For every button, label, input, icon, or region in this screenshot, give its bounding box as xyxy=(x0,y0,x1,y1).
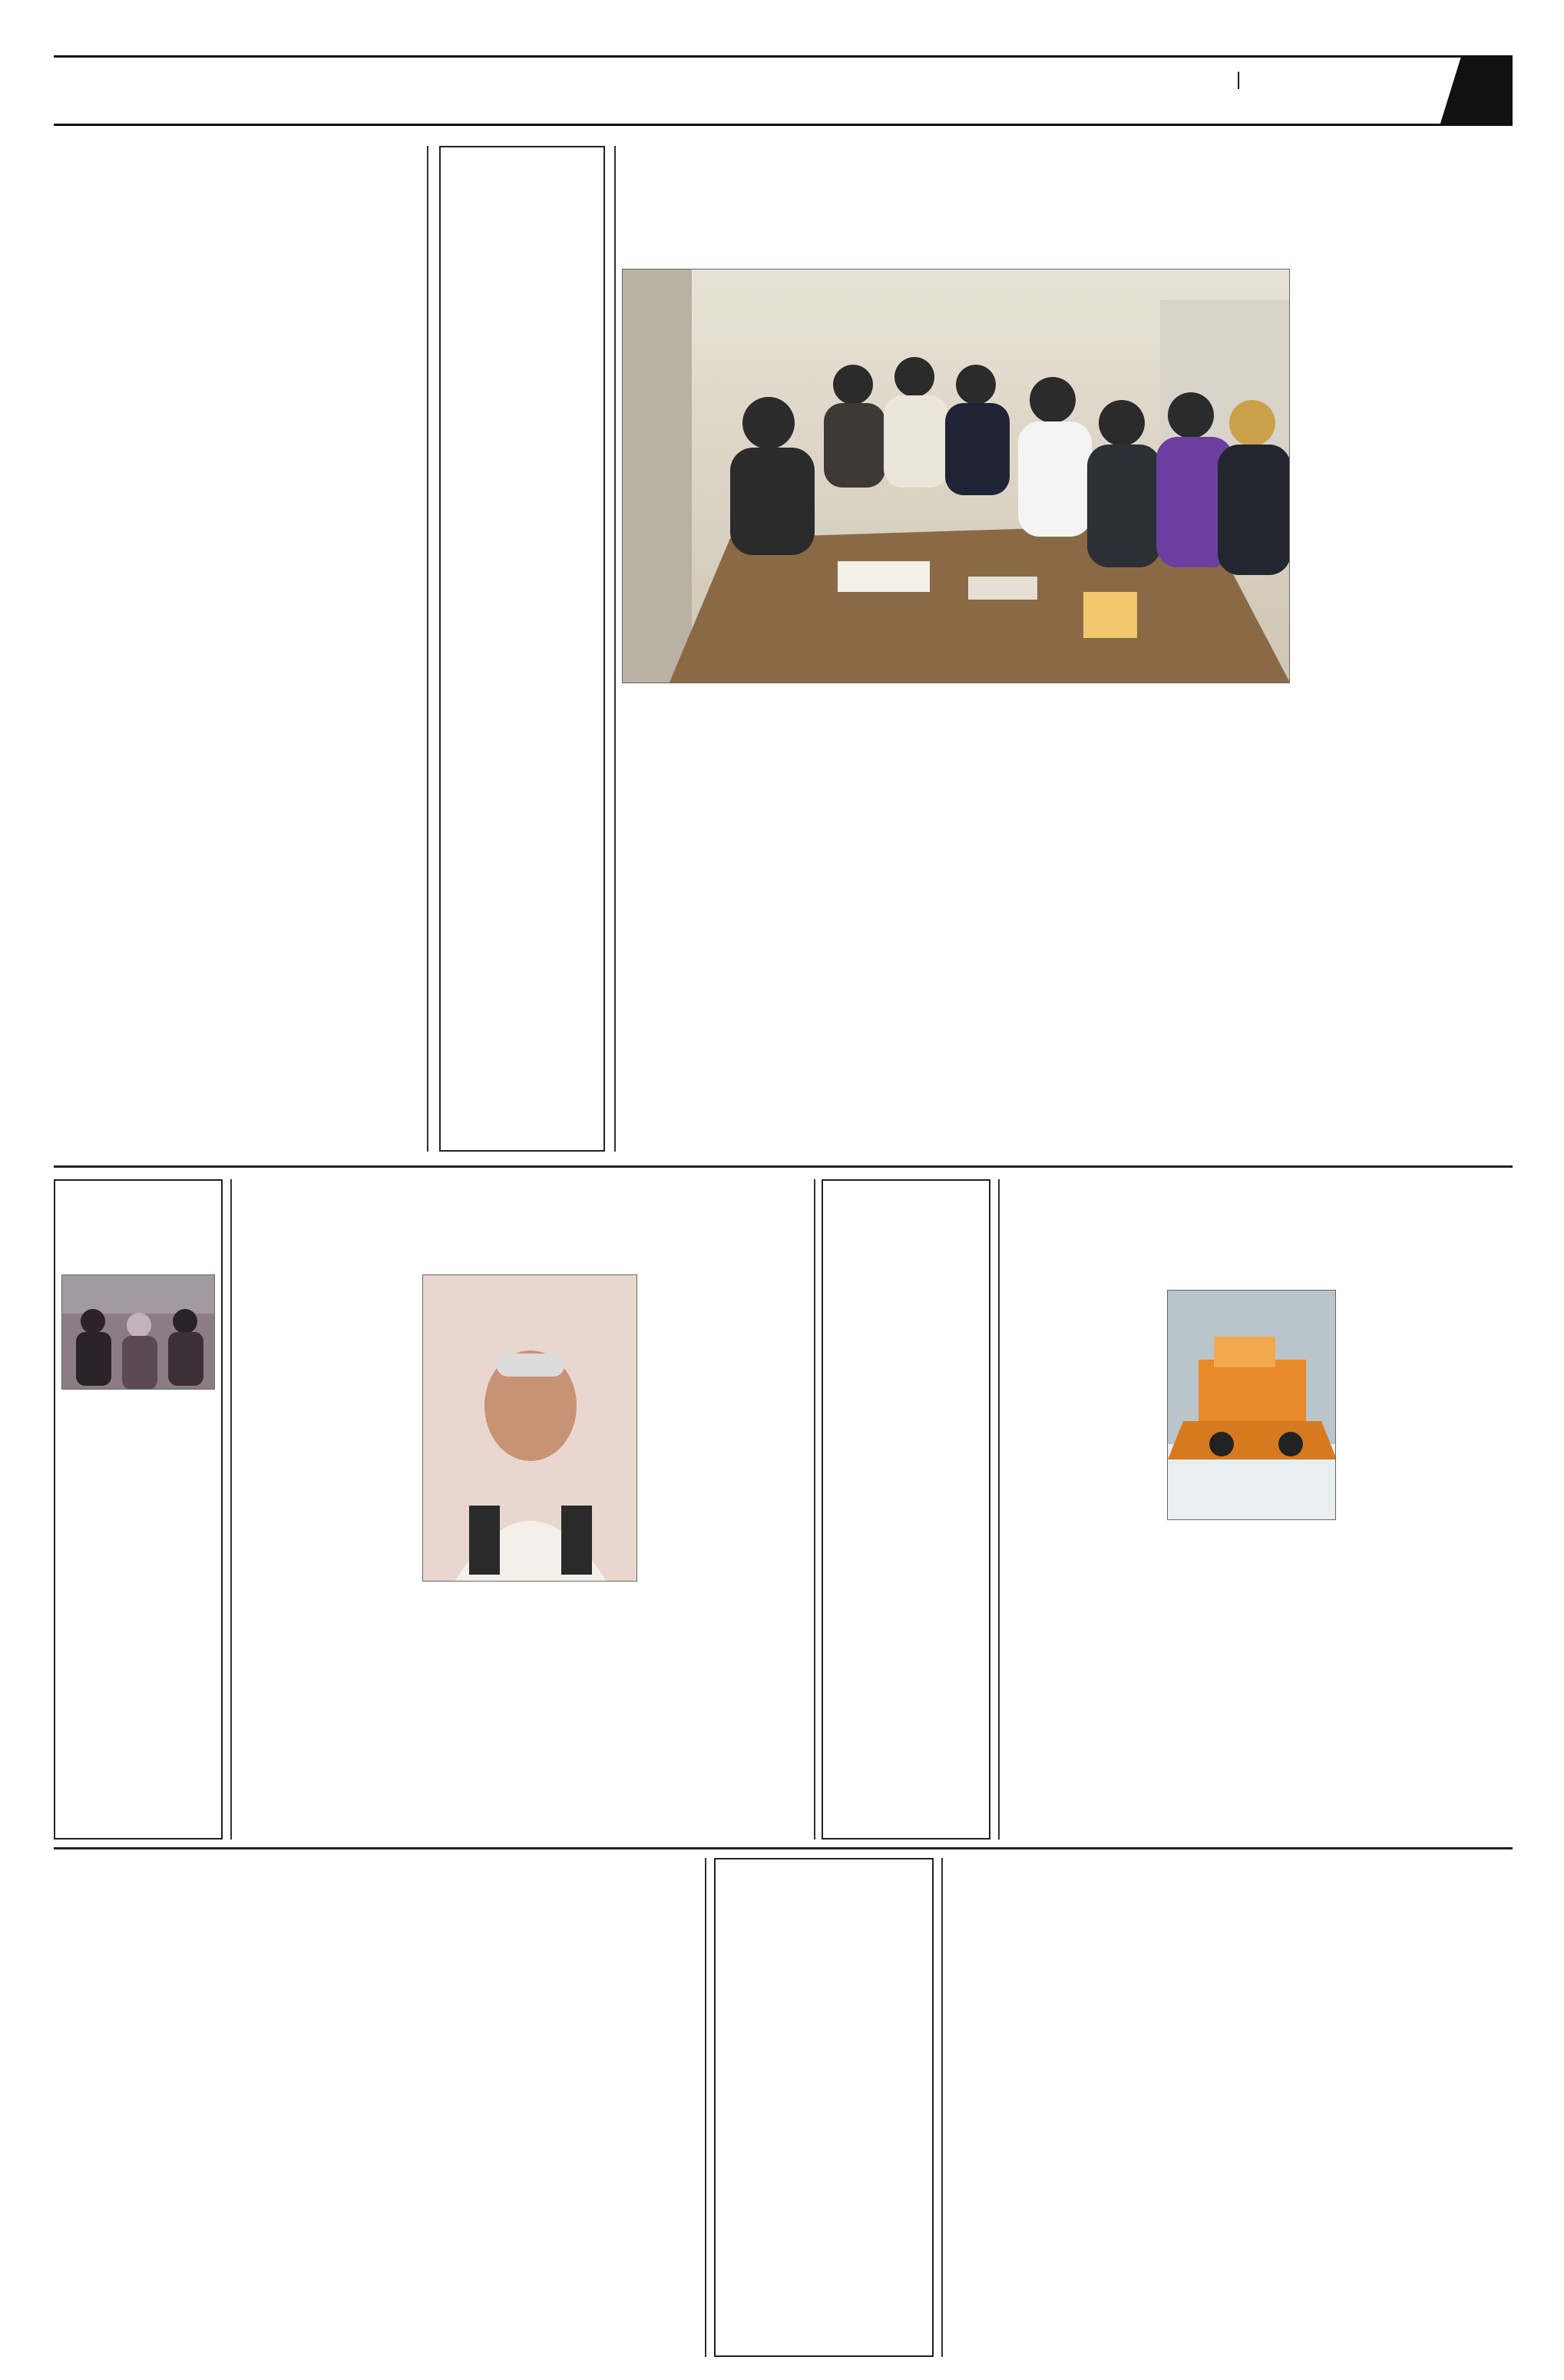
snow-clearing-photo-image xyxy=(1168,1291,1336,1520)
section-divider xyxy=(54,1165,1513,1168)
delegation-body xyxy=(722,1985,926,2351)
column-divider xyxy=(614,146,616,1152)
rana-body xyxy=(54,1970,699,2354)
condolence-headline xyxy=(60,1185,217,1270)
water-body xyxy=(952,1970,1513,2354)
condolence-body xyxy=(61,1397,215,1835)
main-body xyxy=(1302,269,1513,1152)
column-divider xyxy=(998,1179,1000,1840)
newspaper-logo xyxy=(60,63,190,118)
rana-subhead xyxy=(54,1932,699,1965)
condolence-photo xyxy=(61,1274,215,1390)
snow-clearing-photo xyxy=(1167,1290,1336,1520)
amit-shah-body xyxy=(238,1274,415,1835)
property-headline xyxy=(828,1185,984,1301)
water-headline xyxy=(952,1866,1513,1930)
language-headline xyxy=(54,143,415,243)
dateline: | xyxy=(1236,69,1242,90)
condolence-photo-image xyxy=(62,1275,215,1390)
amit-shah-photo-image xyxy=(423,1275,637,1582)
property-body xyxy=(829,1305,983,1835)
column-divider xyxy=(705,1858,706,2357)
rana-headline xyxy=(54,1866,699,1930)
section-divider xyxy=(54,1847,1513,1849)
meeting-photo xyxy=(622,269,1290,683)
column-divider xyxy=(230,1179,232,1840)
amit-shah-body-continued xyxy=(645,1274,806,1835)
weather-body-continued xyxy=(1006,1290,1159,1835)
column-divider xyxy=(814,1179,815,1840)
power-cut-headline xyxy=(445,152,599,306)
delegation-headline xyxy=(720,1864,927,1979)
meeting-photo-image xyxy=(623,269,1290,683)
amit-shah-headline xyxy=(238,1182,806,1267)
column-divider xyxy=(941,1858,943,2357)
power-cut-body xyxy=(445,316,599,1145)
weather-subhead xyxy=(1006,1244,1513,1274)
main-body-continued xyxy=(622,691,1290,1152)
column-divider xyxy=(427,146,428,1152)
section-title xyxy=(691,64,875,114)
water-subhead xyxy=(952,1932,1513,1962)
amit-shah-photo xyxy=(422,1274,637,1582)
weather-headline xyxy=(1006,1182,1513,1244)
language-body xyxy=(54,253,415,1159)
main-headline xyxy=(622,143,1513,258)
weather-body xyxy=(1344,1290,1513,1835)
